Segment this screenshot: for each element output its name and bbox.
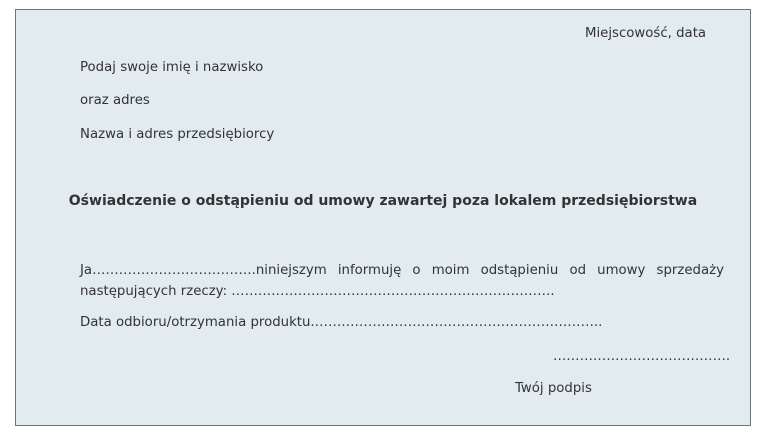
- place-date-label: Miejscowość, data: [585, 26, 707, 41]
- withdrawal-statement: Ja……………………………….niniejszym informuję o moim odstąpieniu od umowy sprzedaży następujących rzeczy: ……………………………………………………………….: [80, 263, 724, 299]
- name-prompt: Podaj swoje imię i nazwisko: [80, 60, 264, 75]
- company-prompt: Nazwa i adres przedsiębiorcy: [80, 127, 275, 142]
- receipt-date-line: Data odbioru/otrzymania produktu.………………………………………………………..: [80, 315, 603, 330]
- signature-line: ………………………………….: [553, 349, 731, 364]
- address-prompt: oraz adres: [80, 93, 150, 108]
- form-title: Oświadczenie o odstąpieniu od umowy zawartej poza lokalem przedsiębiorstwa: [68, 193, 698, 209]
- signature-label: Twój podpis: [515, 381, 592, 396]
- withdrawal-form: [15, 9, 751, 426]
